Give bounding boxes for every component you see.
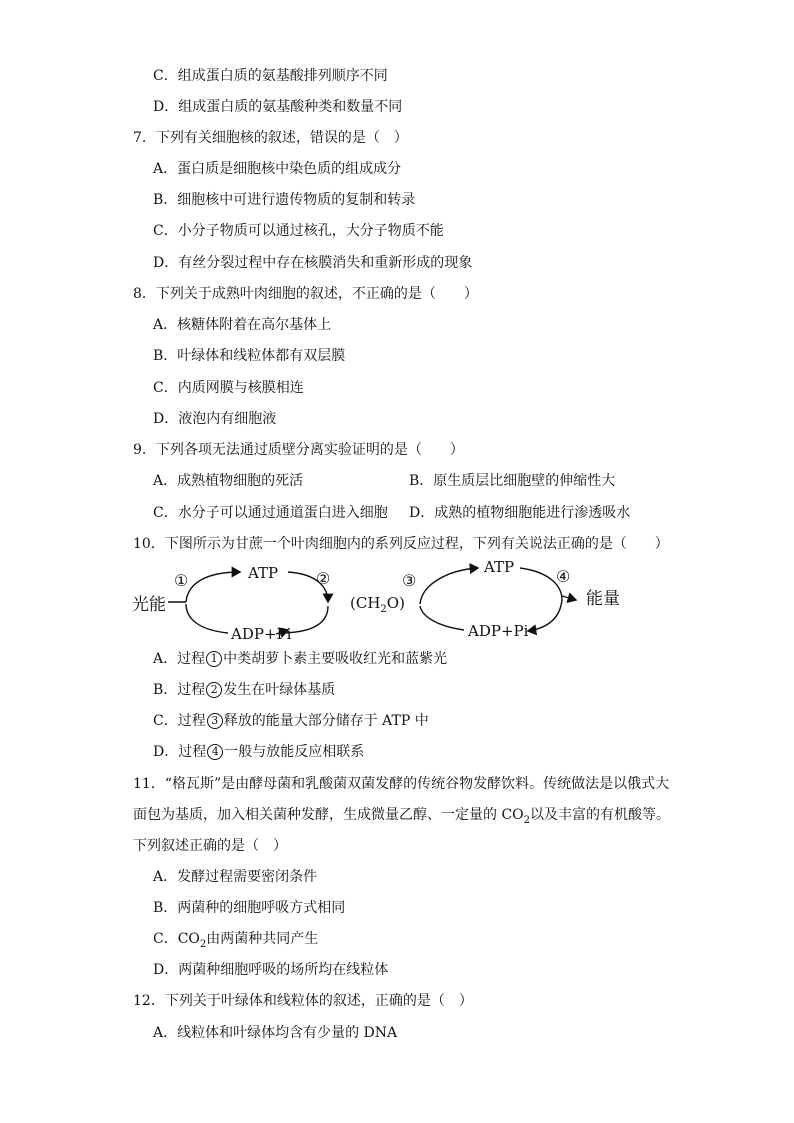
q11-option-c: C．$CO_2$由两菌种共同产生 bbox=[153, 931, 319, 950]
left-bottom-left-arc bbox=[186, 604, 228, 633]
q8-option-a: A．核糖体附着在高尔基体上 bbox=[153, 317, 332, 333]
step-3-marker: ③ bbox=[402, 571, 417, 590]
q7-stem: 7．下列有关细胞核的叙述，错误的是（ ） bbox=[133, 130, 408, 146]
q9-option-b: B．原生质层比细胞壁的伸缩性大 bbox=[409, 473, 616, 489]
step-2-marker: ② bbox=[316, 569, 331, 588]
ch2o-part-1: (CH bbox=[350, 594, 381, 612]
q7-option-a: A．蛋白质是细胞核中染色质的组成成分 bbox=[153, 161, 402, 177]
q7-option-b: B．细胞核中可进行遗传物质的复制和转录 bbox=[153, 192, 416, 208]
q9-option-a: A．成熟植物细胞的死活 bbox=[153, 473, 304, 489]
energy-label: 能量 bbox=[586, 589, 620, 609]
ch2o-label bbox=[350, 594, 405, 615]
q10-option-a: A．过程 1 中类胡萝卜素主要吸收红光和蓝紫光 bbox=[153, 651, 448, 667]
right-adp-label: ADP+Pi bbox=[468, 622, 529, 640]
left-atp-label: ATP bbox=[248, 564, 279, 582]
q12-stem: 12．下列关于叶绿体和线粒体的叙述，正确的是（ ） bbox=[133, 993, 473, 1009]
right-top-arc-arrow bbox=[420, 568, 478, 604]
q11-option-b: B．两菌种的细胞呼吸方式相同 bbox=[153, 900, 346, 916]
q10-option-c: C．过程 3 释放的能量大部分储存于 ATP 中 bbox=[153, 713, 429, 729]
atp-cycle-diagram bbox=[128, 556, 628, 648]
right-atp-label: ATP bbox=[484, 558, 515, 576]
q12-option-a: A．线粒体和叶绿体均含有少量的 DNA bbox=[153, 1025, 398, 1041]
q8-option-c: C．内质网膜与核膜相连 bbox=[153, 380, 304, 396]
step-1-marker: ① bbox=[174, 571, 189, 590]
right-bottom-left-arc bbox=[420, 606, 464, 630]
step-4-marker: ④ bbox=[556, 567, 571, 586]
left-adp-label: ADP+Pi bbox=[231, 625, 292, 643]
q10-stem: 10．下图所示为甘蔗一个叶肉细胞内的系列反应过程，下列有关说法正确的是（ ） bbox=[133, 536, 669, 552]
q10-option-d: D．过程 4 一般与放能反应相联系 bbox=[153, 744, 365, 760]
ch2o-part-2: O) bbox=[386, 594, 405, 612]
q9-option-d: D．成熟的植物细胞能进行渗透吸水 bbox=[409, 505, 631, 521]
ch2o-subscript: 2 bbox=[380, 604, 387, 615]
process-number-marker: 2 bbox=[206, 682, 222, 698]
q8-option-b: B．叶绿体和线粒体都有双层膜 bbox=[153, 348, 346, 364]
energy-output-arrow bbox=[562, 596, 576, 600]
q9-stem: 9．下列各项无法通过质壁分离实验证明的是（ ） bbox=[133, 442, 464, 458]
q11-option-a: A．发酵过程需要密闭条件 bbox=[153, 869, 318, 885]
q9-option-c: C．水分子可以通过通道蛋白进入细胞 bbox=[153, 505, 388, 521]
q11-stem-line-1: 11．“格瓦斯”是由酵母菌和乳酸菌双菌发酵的传统谷物发酵饮料。传统做法是以俄式大 bbox=[133, 776, 670, 792]
process-number-marker: 1 bbox=[206, 651, 222, 667]
q6-option-c: C．组成蛋白质的氨基酸排列顺序不同 bbox=[153, 68, 388, 84]
left-top-arc-arrow bbox=[186, 572, 240, 602]
q7-option-d: D．有丝分裂过程中存在核膜消失和重新形成的现象 bbox=[153, 255, 473, 271]
q10-option-b: B．过程 2 发生在叶绿体基质 bbox=[153, 682, 336, 698]
process-number-marker: 3 bbox=[207, 713, 223, 729]
right-bottom-arc-arrow bbox=[528, 600, 562, 631]
q11-stem-line-2: 面包为基质，加入相关菌种发酵，生成微量乙醇、一定量的 $CO_2$以及丰富的有机酸等。 bbox=[133, 807, 671, 826]
q8-stem: 8．下列关于成熟叶肉细胞的叙述，不正确的是（ ） bbox=[133, 286, 478, 302]
light-energy-label: 光能 bbox=[132, 595, 166, 615]
q8-option-d: D．液泡内有细胞液 bbox=[153, 411, 277, 427]
q7-option-c: C．小分子物质可以通过核孔，大分子物质不能 bbox=[153, 223, 444, 239]
q11-stem-line-3: 下列叙述正确的是（ ） bbox=[133, 838, 287, 854]
q6-option-d: D．组成蛋白质的氨基酸种类和数量不同 bbox=[153, 99, 403, 115]
q11-option-d: D．两菌种细胞呼吸的场所均在线粒体 bbox=[153, 962, 389, 978]
process-number-marker: 4 bbox=[207, 744, 223, 760]
